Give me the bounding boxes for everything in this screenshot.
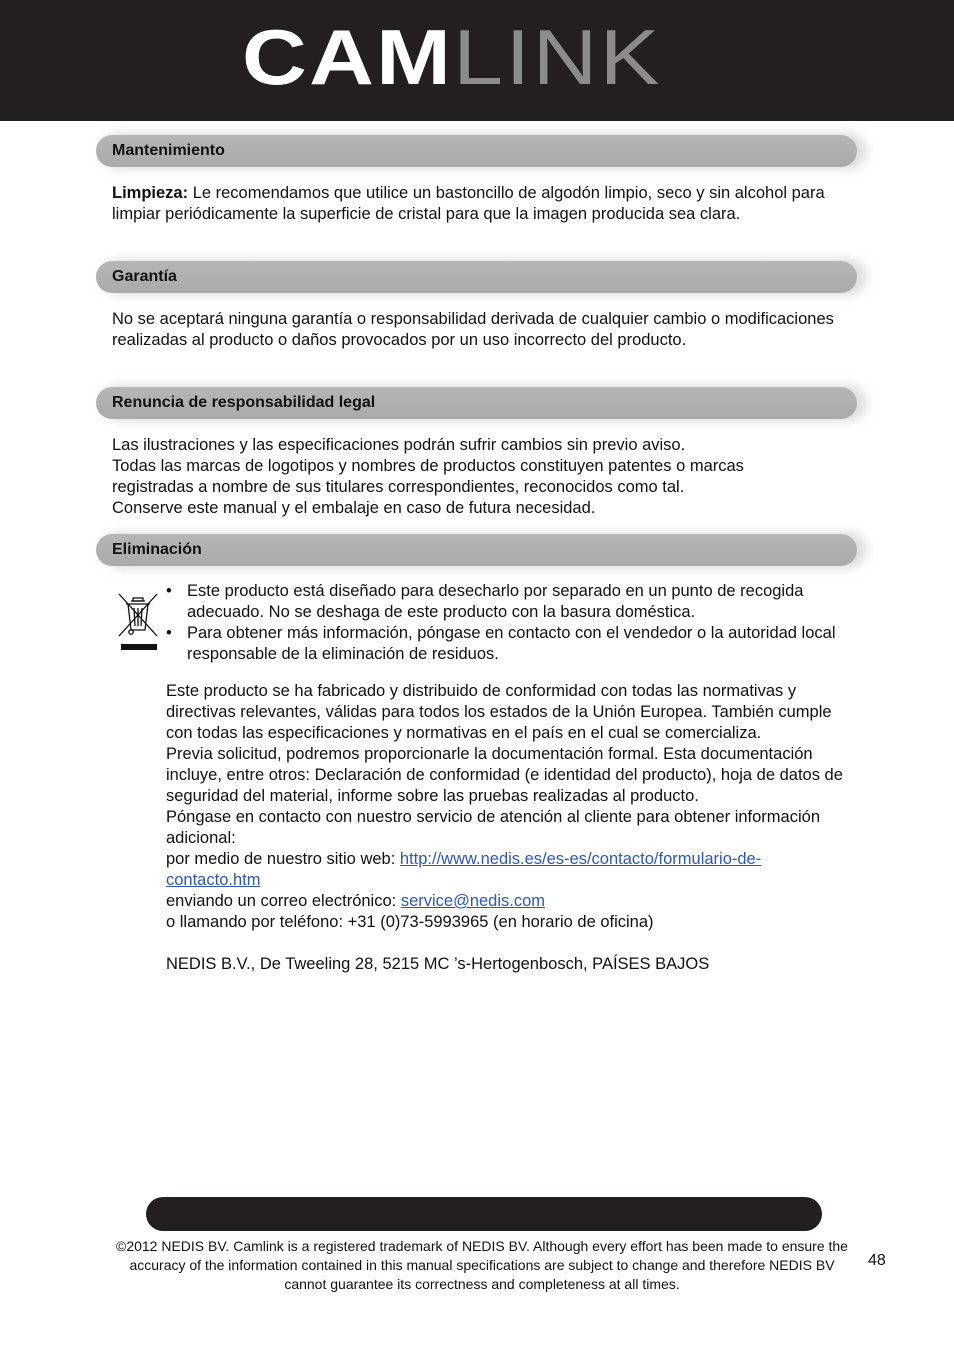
renuncia-line: Las ilustraciones y las especificaciones podrán sufrir cambios sin previo aviso. (112, 436, 686, 454)
header-band (0, 0, 954, 121)
limpieza-text: Le recomendamos que utilice un bastoncillo de algodón limpio, seco y sin alcohol para limpiar periódicamente la superficie de cristal para que la imagen producida sea clara. (112, 184, 825, 223)
email-link[interactable]: service@nedis.com (400, 892, 546, 910)
footer-bar (146, 1197, 822, 1231)
list-item (166, 581, 846, 623)
email-prefix: enviando un correo electrónico: (166, 892, 401, 910)
limpieza-label: Limpieza: (112, 184, 189, 202)
logo-cam-text: CAM (242, 13, 454, 101)
contact-intro-text: Póngase en contacto con nuestro servicio de atención al cliente para obtener información adicional: (166, 808, 820, 847)
bullet-dot: • (166, 582, 172, 600)
section-title: Renuncia de responsabilidad legal (112, 394, 376, 411)
page-number: 48 (868, 1252, 886, 1269)
mantenimiento-paragraph (112, 183, 842, 225)
section-bar-eliminacion (96, 534, 857, 566)
eliminacion-body (166, 681, 846, 975)
eliminacion-bullet-list (166, 581, 846, 665)
section-title: Garantía (112, 268, 177, 285)
renuncia-line: Conserve este manual y el embalaje en caso de futura necesidad. (112, 499, 596, 517)
phone-line: o llamando por teléfono: +31 (0)73-5993965 (en horario de oficina) (166, 913, 654, 931)
section-title: Eliminación (112, 541, 202, 558)
bullet-text: Para obtener más información, póngase en contacto con el vendedor o la autoridad local responsable de la eliminación de residuos. (187, 624, 836, 663)
address-line: NEDIS B.V., De Tweeling 28, 5215 MC ’s-Hertogenbosch, PAÍSES BAJOS (166, 955, 710, 973)
section-bar-garantia (96, 261, 857, 293)
garantia-paragraph (112, 309, 842, 351)
garantia-text: No se aceptará ninguna garantía o responsabilidad derivada de cualquier cambio o modificaciones realizadas al producto o daños provocados por un uso incorrecto del producto. (112, 310, 834, 349)
contact-form-link[interactable]: http://www.nedis.es/es-es/contacto/formulario-de-contacto.htm (166, 850, 762, 889)
camlink-logo (242, 13, 662, 101)
footer-copyright: ©2012 NEDIS BV. Camlink is a registered trademark of NEDIS BV. Although every effort has been made to ensure the accuracy of the information contained in this manual specifications are subject to change and therefore NEDIS BV cannot guarantee its correctness and completeness at all times. (116, 1238, 848, 1292)
documentation-text: Previa solicitud, podremos proporcionarle la documentación formal. Esta documentación incluye, entre otros: Declaración de conformidad (e identidad del producto), hoja de datos de seguridad del material, informe sobre las pruebas realizadas al producto. (166, 745, 843, 805)
section-bar-renuncia (96, 387, 857, 419)
list-item (166, 623, 846, 665)
section-bar-mantenimiento (96, 135, 857, 167)
web-prefix: por medio de nuestro sitio web: (166, 850, 400, 868)
renuncia-paragraph (112, 435, 822, 519)
logo-link-text: LINK (453, 13, 662, 101)
conformity-text: Este producto se ha fabricado y distribuido de conformidad con todas las normativas y directivas relevantes, válidas para todos los estados de la Unión Europea. También cumple con todas las especificaciones y normativas en el país en el cual se comercializa. (166, 682, 832, 742)
renuncia-line: Todas las marcas de logotipos y nombres de productos constituyen patentes o marcas registradas a nombre de sus titulares correspondientes, reconocidos como tal. (112, 457, 744, 496)
section-title: Mantenimiento (112, 142, 225, 159)
weee-crossed-bin-icon (117, 592, 159, 654)
bullet-dot: • (166, 624, 172, 642)
web-contact-line (166, 849, 846, 891)
email-contact-line (166, 891, 846, 912)
bullet-text: Este producto está diseñado para desecharlo por separado en un punto de recogida adecuado. No se deshaga de este producto con la basura doméstica. (187, 582, 804, 621)
